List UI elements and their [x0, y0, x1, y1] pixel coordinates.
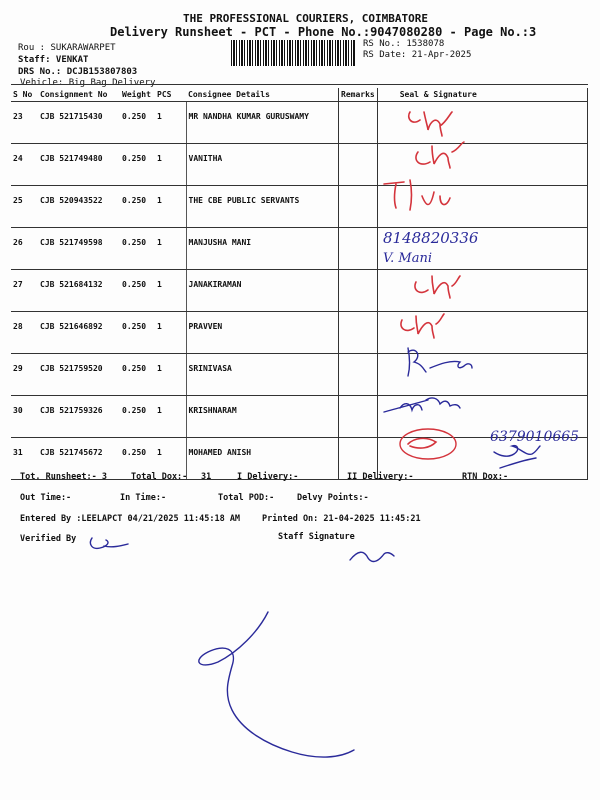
- cell-consignment: CJB 521759520: [38, 354, 120, 396]
- cell-consignee: KRISHNARAM: [186, 396, 339, 438]
- total-dox-value: 31: [201, 472, 212, 482]
- handwritten-name-row26: V. Mani: [383, 251, 432, 266]
- cell-consignment: CJB 521749598: [38, 228, 120, 270]
- cell-pcs: 1: [155, 354, 186, 396]
- col-sno: S No: [11, 88, 38, 102]
- cell-weight: 0.250: [120, 144, 155, 186]
- cell-sno: 28: [11, 312, 38, 354]
- signature-row28: [401, 314, 444, 338]
- cell-pcs: 1: [155, 228, 186, 270]
- route-label: Rou : SUKARAWARPET: [18, 43, 116, 53]
- rs-date: RS Date: 21-Apr-2025: [363, 50, 472, 60]
- cell-pcs: 1: [155, 186, 186, 228]
- cell-consignment: CJB 520943522: [38, 186, 120, 228]
- cell-consignee: MR NANDHA KUMAR GURUSWAMY: [186, 102, 339, 144]
- col-pcs: PCS: [155, 88, 186, 102]
- cell-pcs: 1: [155, 144, 186, 186]
- cell-weight: 0.250: [120, 396, 155, 438]
- cell-sno: 26: [11, 228, 38, 270]
- large-loop-signature: [199, 612, 354, 757]
- cell-weight: 0.250: [120, 438, 155, 480]
- handwritten-phone-row26: 8148820336: [383, 229, 479, 247]
- cell-sno: 25: [11, 186, 38, 228]
- cell-consignee: THE CBE PUBLIC SERVANTS: [186, 186, 339, 228]
- cell-consignee: MANJUSHA MANI: [186, 228, 339, 270]
- company-title: THE PROFESSIONAL COURIERS, COIMBATORE: [183, 12, 429, 25]
- tot-runsheet: Tot. Runsheet:- 3: [20, 472, 107, 482]
- signature-row31-scribble: [494, 446, 540, 468]
- staff-signature-label: Staff Signature: [278, 532, 355, 542]
- cell-pcs: 1: [155, 270, 186, 312]
- in-time: In Time:-: [120, 493, 167, 503]
- rs-number: RS No.: 1538078: [363, 39, 445, 49]
- col-consignee: Consignee Details: [186, 88, 339, 102]
- printed-on: Printed On: 21-04-2025 11:45:21: [262, 514, 421, 524]
- cell-pcs: 1: [155, 396, 186, 438]
- cell-weight: 0.250: [120, 312, 155, 354]
- stamp-mark: [408, 438, 436, 448]
- cell-consignee: JANAKIRAMAN: [186, 270, 339, 312]
- runsheet-subtitle: Delivery Runsheet - PCT - Phone No.:9047080280 - Page No.:3: [110, 25, 537, 39]
- total-pod: Total POD:-: [218, 493, 275, 503]
- rtn-dox: RTN Dox:-: [462, 472, 509, 482]
- cell-consignment: CJB 521745672: [38, 438, 120, 480]
- cell-weight: 0.250: [120, 186, 155, 228]
- col-remarks: Remarks: [339, 88, 378, 102]
- verified-signature: [90, 538, 128, 548]
- cell-pcs: 1: [155, 438, 186, 480]
- total-dox-label: Total Dox:-: [131, 472, 188, 482]
- signature-row24: [416, 142, 464, 168]
- signature-row27: [415, 276, 460, 298]
- cell-sno: 29: [11, 354, 38, 396]
- cell-sno: 24: [11, 144, 38, 186]
- verified-by: Verified By: [20, 534, 77, 544]
- cell-consignee: SRINIVASA: [186, 354, 339, 396]
- signature-row29: [408, 348, 472, 376]
- cell-consignee: PRAVVEN: [186, 312, 339, 354]
- out-time: Out Time:-: [20, 493, 72, 503]
- cell-consignment: CJB 521749480: [38, 144, 120, 186]
- cell-consignment: CJB 521759326: [38, 396, 120, 438]
- entered-by: Entered By :LEELAPCT 04/21/2025 11:45:18 AM: [20, 514, 241, 524]
- col-signature: Seal & Signature: [377, 88, 587, 102]
- signature-row25: [384, 180, 450, 210]
- cell-pcs: 1: [155, 312, 186, 354]
- vehicle-label: Vehicle: Big Bag Delivery: [20, 78, 156, 88]
- cell-weight: 0.250: [120, 102, 155, 144]
- cell-sno: 23: [11, 102, 38, 144]
- cell-sno: 31: [11, 438, 38, 480]
- cell-consignment: CJB 521646892: [38, 312, 120, 354]
- signature-row23: [409, 112, 452, 136]
- delvy-points: Delvy Points:-: [297, 493, 369, 503]
- cell-sno: 27: [11, 270, 38, 312]
- i-delivery: I Delivery:-: [237, 472, 299, 482]
- signature-row30: [384, 398, 460, 412]
- cell-sno: 30: [11, 396, 38, 438]
- cell-consignment: CJB 521715430: [38, 102, 120, 144]
- ii-delivery: II Delivery:-: [347, 472, 414, 482]
- cell-weight: 0.250: [120, 354, 155, 396]
- cell-consignment: CJB 521684132: [38, 270, 120, 312]
- drs-number: DRS No.: DCJB153807803: [18, 67, 138, 77]
- cell-pcs: 1: [155, 102, 186, 144]
- staff-label: Staff: VENKAT: [18, 55, 89, 65]
- staff-signature-scribble: [350, 552, 394, 561]
- col-consignment: Consignment No: [38, 88, 120, 102]
- cell-consignee: MOHAMED ANISH: [186, 438, 339, 480]
- cell-weight: 0.250: [120, 228, 155, 270]
- cell-weight: 0.250: [120, 270, 155, 312]
- handwritten-phone-row31: 6379010665: [490, 429, 580, 445]
- cell-consignee: VANITHA: [186, 144, 339, 186]
- col-weight: Weight: [120, 88, 155, 102]
